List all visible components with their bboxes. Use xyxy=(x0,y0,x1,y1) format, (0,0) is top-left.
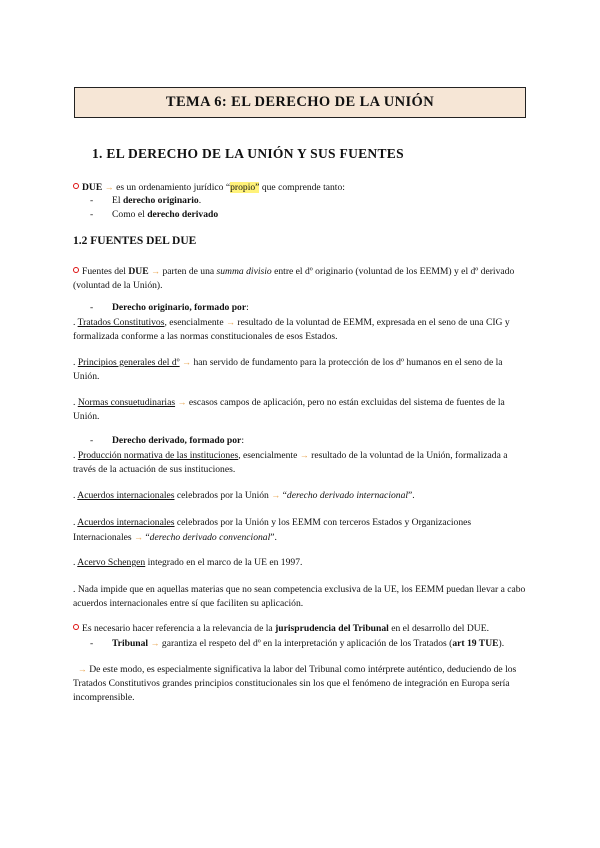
acervo-paragraph: . Acervo Schengen integrado en el marco de la UE en 1997. xyxy=(73,557,303,568)
normas-paragraph: . Normas consuetudinarias → escasos campos de aplicación, pero no están excluidas del sistema de fuentes de la Unión. xyxy=(73,397,505,422)
section-1-heading: 1. EL DERECHO DE LA UNIÓN Y SUS FUENTES xyxy=(92,146,404,161)
highlight-propio: propio” xyxy=(230,182,260,193)
arrow-icon: → xyxy=(151,266,161,276)
tribunal-item: - Tribunal → garantiza el respeto del dº en la interpretación y aplicación de los Tratados (art 19 TUE). xyxy=(90,638,505,649)
arrow-icon: → xyxy=(182,357,192,367)
arrow-icon: → xyxy=(134,532,143,542)
arrow-icon: → xyxy=(150,638,160,648)
produccion-paragraph: . Producción normativa de las instituciones, esencialmente → resultado de la voluntad de la Unión, formalizada a través de la actuación de sus instituciones. xyxy=(73,450,508,475)
acuerdos-eemm-paragraph: . Acuerdos internacionales celebrados por la Unión y los EEMM con terceros Estados y Organizaciones Internacionales → “derecho derivado convencional”. xyxy=(73,517,472,543)
nada-impide-paragraph: . Nada impide que en aquellas materias que no sean competencia exclusiva de la UE, los EEMM puedan llevar a cabo acuerdos internacionales entre sí que faciliten su aplicación. xyxy=(73,584,526,609)
due-definition: DUE → es un ordenamiento jurídico “propio” que comprende tanto: xyxy=(73,180,529,195)
jurisprudencia-paragraph: Es necesario hacer referencia a la relevancia de la jurisprudencia del Tribunal en el desarrollo del DUE. xyxy=(73,622,529,636)
page-title-box xyxy=(74,87,526,118)
arrow-icon: → xyxy=(271,490,281,500)
red-circle-bullet-icon xyxy=(73,624,79,630)
derivado-label: - Derecho derivado, formado por: xyxy=(90,435,244,446)
due-term: DUE xyxy=(82,182,103,193)
arrow-icon: → xyxy=(177,397,187,407)
arrow-icon: → xyxy=(299,450,309,460)
red-circle-bullet-icon xyxy=(73,267,79,273)
arrow-icon: → xyxy=(77,664,87,674)
fuentes-paragraph: Fuentes del DUE → parten de una summa divisio entre el dº originario (voluntad de los EEMM) y el dº derivado (voluntad de la Unión). xyxy=(73,266,515,291)
page-title: TEMA 6: EL DERECHO DE LA UNIÓN xyxy=(165,94,435,110)
red-circle-bullet-icon xyxy=(73,183,79,189)
list-item: - El derecho originario. xyxy=(90,195,202,206)
tratados-paragraph: . Tratados Constitutivos, esencialmente → resultado de la voluntad de EEMM, expresada en el seno de una CIG y formalizada conforme a las normas constitucionales de esos Estados. xyxy=(73,317,510,342)
originario-label: - Derecho originario, formado por: xyxy=(90,302,249,313)
list-item: - Como el derecho derivado xyxy=(90,209,219,220)
arrow-icon: → xyxy=(225,317,235,327)
acuerdos-union-paragraph: . Acuerdos internacionales celebrados por la Unión → “derecho derivado internacional”. xyxy=(73,490,415,501)
arrow-icon: → xyxy=(104,182,114,192)
principios-paragraph: . Principios generales del dº → han servido de fundamento para la protección de los dº humanos en el seno de la Unión. xyxy=(73,357,503,382)
conclusion-paragraph: → De este modo, es especialmente significativa la labor del Tribunal como intérprete auténtico, deduciendo de los Tratados Constitutivos grandes principios constitucionales sin los que el fenómeno de integración en Europa sería incomprensible. xyxy=(73,664,517,703)
section-1-2-heading: 1.2 FUENTES DEL DUE xyxy=(73,235,197,247)
